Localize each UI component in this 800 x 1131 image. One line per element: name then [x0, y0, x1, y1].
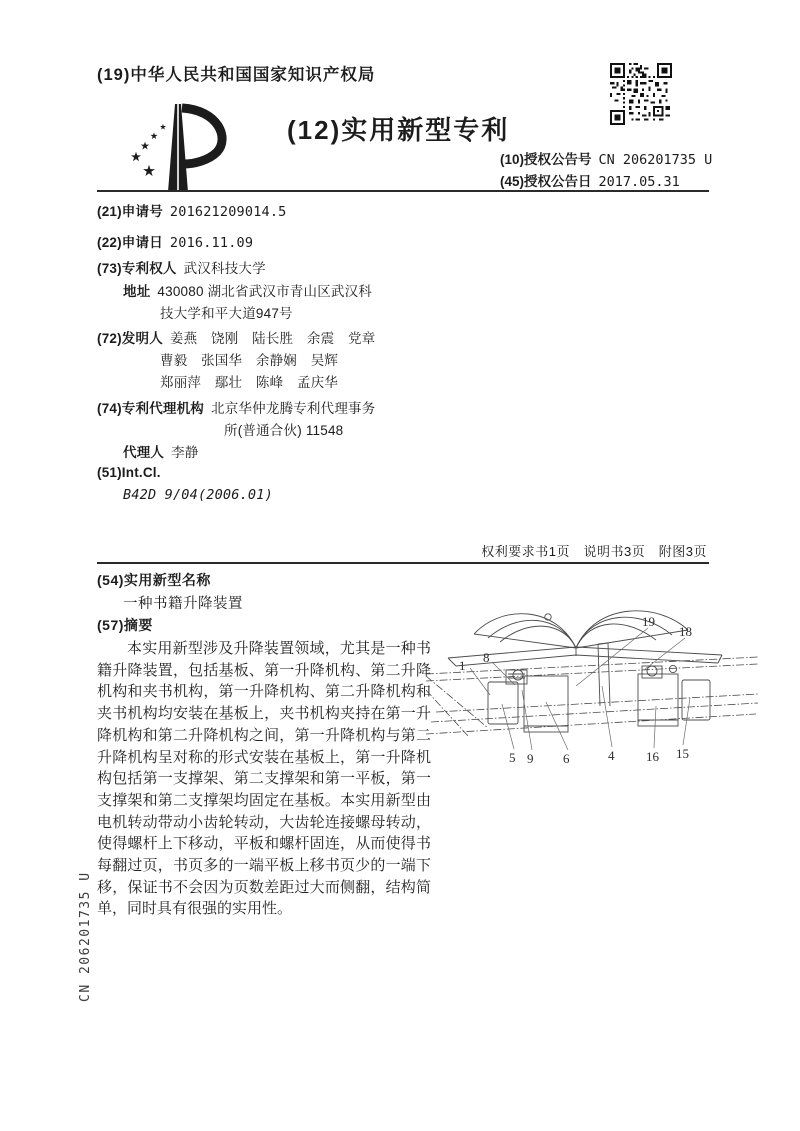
figure-callout-1: 1 [459, 658, 466, 673]
inventors-row [97, 327, 375, 347]
section-divider [97, 562, 709, 564]
figure-callout-16: 16 [646, 749, 659, 764]
agency-label: (74)专利代理机构 [97, 401, 205, 416]
publication-date-value: 2017.05.31 [598, 174, 680, 190]
application-number-value: 201621209014.5 [169, 204, 287, 220]
publication-date-row [500, 170, 680, 190]
agency-row-2 [224, 419, 343, 439]
intcl-value: B42D 9/04(2006.01) [123, 487, 273, 503]
patentee-value: 武汉科技大学 [183, 261, 266, 276]
inventors-line1: 姜燕 饶刚 陆长胜 余震 党章 [169, 331, 376, 346]
application-date-value: 2016.11.09 [169, 235, 254, 251]
application-number-row [97, 200, 287, 220]
figure-callout-19: 19 [642, 614, 655, 629]
publication-number-value: CN 206201735 U [598, 152, 713, 168]
pages-info: 权利要求书1页 说明书3页 附图3页 [481, 544, 707, 559]
address-label: 地址 [123, 284, 151, 299]
application-date-label: (22)申请日 [97, 235, 163, 250]
publication-date-label: (45)授权公告日 [500, 174, 592, 189]
patentee-row [97, 257, 266, 277]
figure-callout-8: 8 [483, 650, 490, 665]
vertical-publication-code: CN 206201735 U [78, 871, 93, 1002]
inventors-line2: 曹毅 张国华 余静娴 吴辉 [160, 353, 339, 368]
agency-line1: 北京华仲龙腾专利代理事务 [211, 401, 376, 416]
abstract-text: 本实用新型涉及升降装置领域，尤其是一种书籍升降装置，包括基板、第一升降机构、第二升降机构和夹书机构，第一升降机构、第二升降机构和夹书机构均安装在基板上，夹书机构夹持在第一升降机构和第二升降机构之间，第一升降机构与第二升降机构呈对称的形式安装在基板上，第一升降机构包括第一支撑架、第二支撑架和第一平板，第一支撑架和第二支撑架均固定在基板。本实用新型由电机转动带动小齿轮转动，大齿轮连接螺母转动，使得螺杆上下移动，平板和螺杆固连，从而使得书每翻过页，书页多的一端平板上移书页少的一端下移，保证书不会因为页数差距过大而侧翻，结构简单，同时具有很强的实用性。 [97, 640, 431, 918]
agency-line2: 所(普通合伙) 11548 [224, 423, 344, 438]
document-type-title: (12)实用新型专利 [287, 115, 510, 145]
figure-callout-4: 4 [608, 748, 615, 763]
figure-callout-15: 15 [676, 746, 689, 761]
title-section-label: (54)实用新型名称 [97, 572, 211, 588]
cnipa-logo-icon [118, 98, 234, 204]
patentee-label: (73)专利权人 [97, 261, 177, 276]
abstract-section-label: (57)摘要 [97, 617, 153, 633]
application-number-label: (21)申请号 [97, 204, 163, 219]
book-lift-device-drawing [426, 586, 758, 771]
figure-callout-5: 5 [509, 750, 516, 765]
publication-number-label: (10)授权公告号 [500, 152, 592, 167]
figure-callout-6: 6 [563, 751, 570, 766]
figure-callout-9: 9 [527, 751, 534, 766]
inventors-line3: 郑丽萍 鄢壮 陈峰 孟庆华 [160, 375, 339, 390]
address-line1: 430080 湖北省武汉市青山区武汉科 [157, 284, 373, 299]
qr-code [610, 63, 672, 125]
issuing-office: (19)中华人民共和国国家知识产权局 [97, 66, 376, 84]
intcl-label: (51)Int.Cl. [97, 465, 161, 480]
patent-figure [426, 586, 758, 771]
inventors-label: (72)发明人 [97, 331, 163, 346]
header-divider [97, 190, 709, 192]
address-line2: 技大学和平大道947号 [160, 306, 293, 321]
publication-number-row [500, 148, 712, 168]
inventors-row-3 [160, 371, 338, 391]
figure-callout-18: 18 [679, 624, 692, 639]
agent-label: 代理人 [123, 445, 165, 460]
agent-name: 李静 [171, 445, 199, 460]
application-date-row [97, 231, 253, 251]
intcl-row [97, 465, 168, 480]
invention-title: 一种书籍升降装置 [123, 596, 243, 612]
inventors-row-2 [160, 349, 338, 369]
intcl-value-row [123, 487, 273, 503]
address-row-2 [160, 302, 293, 322]
agency-row [97, 397, 375, 417]
address-row [123, 280, 372, 300]
agent-row [123, 441, 199, 461]
